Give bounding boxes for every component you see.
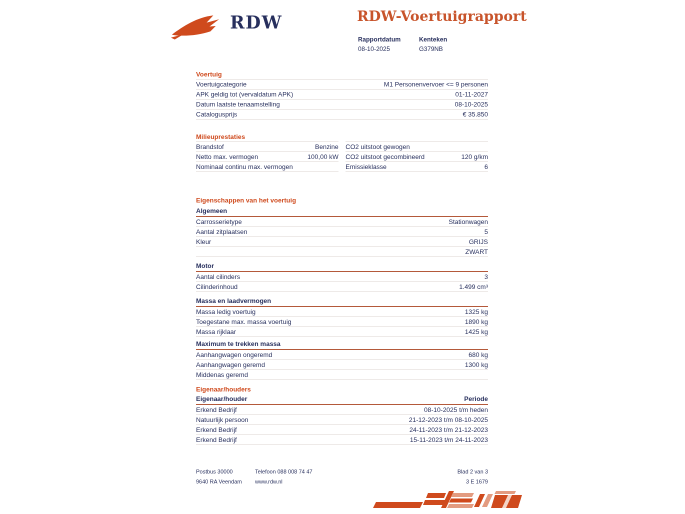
footer-website: www.rdw.nl: [255, 479, 283, 485]
footer-contact: [255, 469, 457, 486]
field-value: 1300 kg: [464, 360, 488, 369]
field-label: CO2 uitstoot gecombineerd: [345, 152, 425, 161]
field-value: 08-10-2025: [454, 100, 488, 108]
footer-address-line1: Postbus 30000: [196, 469, 233, 475]
field-row: [196, 370, 488, 380]
field-label: Aanhangwagen geremd: [196, 360, 266, 369]
owner-period: 15-11-2023 t/m 24-11-2023: [409, 435, 488, 444]
field-label: Voertuigcategorie: [196, 80, 247, 88]
field-label: Netto max. vermogen: [196, 152, 259, 161]
owner-name: Natuurlijk persoon: [196, 415, 249, 424]
field-value: 1425 kg: [464, 327, 488, 336]
field-label: Toegestane max. massa voertuig: [196, 317, 292, 326]
license-plate-label: Kenteken: [419, 36, 448, 43]
rdw-logo-text: RDW: [230, 12, 283, 33]
field-value: 5: [484, 227, 488, 236]
field-label: Aantal zitplaatsen: [196, 227, 248, 236]
field-row: [196, 80, 488, 90]
field-row: [346, 152, 489, 162]
owners-table-header: [196, 395, 488, 405]
field-row: [196, 317, 488, 327]
field-row: [196, 217, 488, 227]
field-row: [196, 327, 488, 337]
field-label: Kleur: [196, 237, 212, 246]
field-value: € 35.850: [462, 110, 488, 118]
owner-period: 21-12-2023 t/m 08-10-2025: [408, 415, 488, 424]
owners-col-owner: Eigenaar/houder: [196, 395, 248, 403]
report-date-value: 08-10-2025: [358, 45, 390, 53]
field-label: Brandstof: [196, 142, 224, 151]
field-row: [196, 350, 488, 360]
field-label: Carrosserietype: [196, 217, 242, 226]
field-row: [346, 162, 489, 172]
owner-name: Erkend Bedrijf: [196, 425, 237, 434]
field-value: GRIJS: [468, 237, 488, 246]
field-row: [196, 100, 488, 110]
footer-address-line2: 9640 RA Veendam: [196, 479, 242, 485]
field-value: 1325 kg: [464, 307, 488, 316]
subsection-massa: [196, 297, 488, 337]
subsection-title: [196, 262, 488, 272]
subsection-title-text: Massa en laadvermogen: [196, 297, 272, 305]
table-row: [196, 415, 488, 425]
field-row: [196, 237, 488, 247]
subsection-motor: [196, 262, 488, 292]
field-label: Massa rijklaar: [196, 327, 237, 336]
field-label: Massa ledig voertuig: [196, 307, 256, 316]
license-plate-block: [419, 36, 466, 53]
field-row: [196, 282, 488, 292]
field-row: [196, 247, 488, 257]
report-body: [196, 70, 488, 445]
field-label: Emissieklasse: [345, 162, 387, 171]
report-title: RDW-Voertuigrapport: [357, 8, 527, 25]
field-label: Middenas geremd: [196, 370, 249, 379]
field-value: M1 Personenvervoer <= 9 personen: [383, 80, 488, 88]
report-meta: [358, 36, 466, 53]
rdw-bird-icon: [169, 12, 222, 42]
field-value: Benzine: [315, 142, 339, 151]
field-label: Nominaal continu max. vermogen: [196, 162, 293, 171]
field-label: APK geldig tot (vervaldatum APK): [196, 90, 294, 98]
field-value: 100,00 kW: [307, 152, 339, 161]
owner-name: Erkend Bedrijf: [196, 435, 237, 444]
field-rows: [196, 217, 488, 257]
section-voertuig: [196, 70, 488, 120]
field-rows: [196, 79, 488, 120]
footer-page-number: Blad 2 van 3: [457, 469, 488, 475]
field-label: Catalogusprijs: [196, 110, 238, 118]
field-row: [196, 227, 488, 237]
subsection-title-text: Maximum te trekken massa: [196, 340, 281, 348]
table-row: [196, 405, 488, 415]
footer-phone: Telefoon 088 008 74 47: [255, 469, 313, 475]
section-title: Milieuprestaties: [196, 133, 246, 141]
field-row: [196, 152, 339, 162]
field-row: [196, 142, 339, 152]
field-rows-left: [196, 142, 339, 173]
field-value: ZWART: [465, 247, 488, 256]
footer-pagination: [457, 469, 488, 486]
field-label: Aantal cilinders: [196, 272, 241, 281]
field-label: CO2 uitstoot gewogen: [345, 142, 410, 151]
section-title: Voertuig: [196, 70, 222, 78]
field-rows-right: [346, 142, 489, 173]
field-row: [196, 307, 488, 317]
field-label: Datum laatste tenaamstelling: [196, 100, 280, 108]
field-value: 3: [484, 272, 488, 281]
subsection-trekken-massa: [196, 340, 488, 380]
rdw-logo: [169, 12, 282, 42]
table-row: [196, 425, 488, 435]
owners-rows: [196, 405, 488, 445]
subsection-title: [196, 297, 488, 307]
field-value: Stationwagen: [448, 217, 488, 226]
field-rows: [196, 350, 488, 380]
field-row: [196, 360, 488, 370]
field-value: 01-11-2027: [455, 90, 488, 98]
owner-name: Erkend Bedrijf: [196, 405, 237, 414]
field-value: 120 g/km: [461, 152, 488, 161]
field-value: 1890 kg: [464, 317, 488, 326]
section-title: Eigenaar/houders: [196, 385, 251, 393]
subsection-title: [196, 340, 488, 350]
subsection-title-text: Algemeen: [196, 207, 228, 215]
field-value: 680 kg: [468, 350, 488, 359]
section-title: Eigenschappen van het voertuig: [196, 196, 297, 204]
field-label: Cilinderinhoud: [196, 282, 238, 291]
license-plate-value: G379NB: [419, 45, 443, 53]
two-column-fields: [196, 142, 488, 173]
field-rows: [196, 272, 488, 292]
field-row: [196, 110, 488, 120]
section-milieuprestaties: [196, 133, 488, 173]
subsection-algemeen: [196, 207, 488, 257]
owners-col-period: Periode: [464, 395, 488, 403]
field-value: 6: [484, 162, 488, 171]
field-row: [196, 90, 488, 100]
field-label: Aanhangwagen ongeremd: [196, 350, 273, 359]
section-eigenschappen: [196, 196, 488, 380]
field-row: [196, 162, 339, 172]
page-footer: [196, 469, 488, 486]
section-eigenaar-houders: [196, 385, 488, 445]
table-row: [196, 435, 488, 445]
report-date-label: Rapportdatum: [358, 36, 401, 43]
owner-period: 24-11-2023 t/m 21-12-2023: [409, 425, 488, 434]
footer-address: [196, 469, 255, 486]
subsection-title-text: Motor: [196, 262, 215, 270]
field-rows: [196, 307, 488, 337]
field-value: 1.499 cm³: [459, 282, 488, 291]
report-date-block: [358, 36, 405, 53]
speed-lines-graphic: [370, 490, 524, 512]
footer-form-code: 3 E 1679: [465, 479, 488, 485]
owner-period: 08-10-2025 t/m heden: [424, 405, 488, 414]
field-row: [346, 142, 489, 152]
subsection-title: [196, 207, 488, 217]
field-row: [196, 272, 488, 282]
